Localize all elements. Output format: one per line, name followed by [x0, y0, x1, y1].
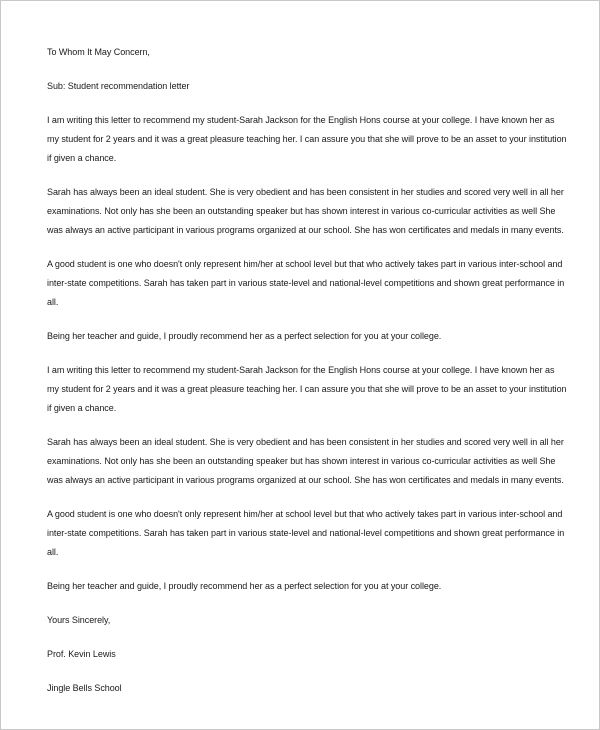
- salutation: To Whom It May Concern,: [47, 47, 150, 57]
- letter-body: [47, 43, 567, 713]
- paragraph-recommendation: Being her teacher and guide, I proudly recommend her as a perfect selection for you at your college.: [47, 331, 442, 341]
- paragraph-recommendation-repeat: Being her teacher and guide, I proudly recommend her as a perfect selection for you at your college.: [47, 581, 442, 591]
- paragraph-character-repeat: Sarah has always been an ideal student. She is very obedient and has been consistent in her studies and scored very well in all her examinations. Not only has she been an outstanding speaker but has shown interest in various co-curricular activities as well She was always an active participant in various programs organized at our school. She has won certificates and medals in many events.: [47, 437, 564, 485]
- paragraph-intro: I am writing this letter to recommend my student-Sarah Jackson for the English Hons course at your college. I have known her as my student for 2 years and it was a great pleasure teaching her. I can assure you that she will prove to be an asset to your institution if given a chance.: [47, 115, 567, 163]
- school-name: Jingle Bells School: [47, 683, 122, 693]
- paragraph-competitions: A good student is one who doesn't only represent him/her at school level but that who actively takes part in various inter-school and inter-state competitions. Sarah has taken part in various state-level and national-level competitions and shown great performance in all.: [47, 259, 565, 307]
- subject-line: Sub: Student recommendation letter: [47, 81, 190, 91]
- paragraph-competitions-repeat: A good student is one who doesn't only represent him/her at school level but that who actively takes part in various inter-school and inter-state competitions. Sarah has taken part in various state-level and national-level competitions and shown great performance in all.: [47, 509, 565, 557]
- signer-name: Prof. Kevin Lewis: [47, 649, 116, 659]
- paragraph-intro-repeat: I am writing this letter to recommend my student-Sarah Jackson for the English Hons course at your college. I have known her as my student for 2 years and it was a great pleasure teaching her. I can assure you that she will prove to be an asset to your institution if given a chance.: [47, 365, 567, 413]
- closing: Yours Sincerely,: [47, 615, 111, 625]
- paragraph-character: Sarah has always been an ideal student. She is very obedient and has been consistent in her studies and scored very well in all her examinations. Not only has she been an outstanding speaker but has shown interest in various co-curricular activities as well She was always an active participant in various programs organized at our school. She has won certificates and medals in many events.: [47, 187, 564, 235]
